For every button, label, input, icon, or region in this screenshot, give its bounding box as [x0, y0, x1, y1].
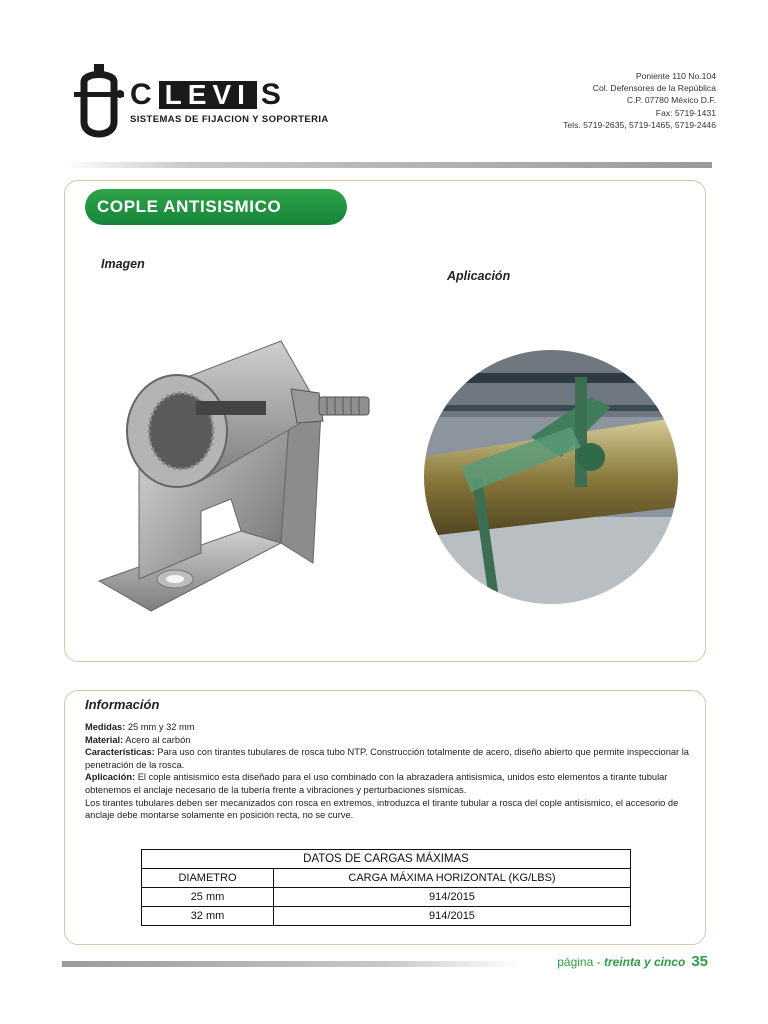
- material-line: [85, 734, 689, 747]
- information-body: [85, 721, 689, 822]
- table-row: [142, 907, 631, 926]
- caracteristicas-label: Características:: [85, 747, 155, 758]
- page-number-words: treinta y cinco: [603, 955, 686, 969]
- medidas-line: [85, 721, 689, 734]
- product-photo: [91, 331, 391, 621]
- information-title: Información: [85, 697, 160, 712]
- header-divider: [62, 162, 712, 168]
- clevis-hanger-emblem-icon: [70, 62, 126, 142]
- company-address: [563, 70, 716, 131]
- aplicacion-paragraph: [85, 771, 689, 796]
- address-line: Tels. 5719-2635, 5719-1465, 5719-2446: [563, 119, 716, 130]
- brand-boxed-letters: LEVI: [159, 81, 257, 109]
- page-separator: -: [593, 955, 604, 969]
- table-header-row: [142, 869, 631, 888]
- information-panel: [64, 690, 706, 945]
- address-line: Poniente 110 No.104: [635, 71, 716, 81]
- table-cell: 914/2015: [274, 888, 631, 907]
- product-panel: [64, 180, 706, 662]
- clevis-logo: [70, 62, 360, 142]
- material-text: Acero al carbón: [123, 734, 191, 745]
- medidas-text: 25 mm y 32 mm: [125, 722, 195, 732]
- table-cell: 25 mm: [142, 888, 274, 907]
- product-title: COPLE ANTISISMICO: [85, 189, 347, 225]
- material-label: Material:: [85, 734, 124, 745]
- caracteristicas-paragraph: [85, 746, 689, 771]
- aplicacion-text: El cople antisismico esta diseñado para el uso combinado con la abrazadera antisismica, unidos esto elementos a tirante tubular obtenemos el anclaje necesario de la tubería frente a vibraciones y perturbaciones sísmicas.: [85, 772, 668, 795]
- page-footer: [557, 953, 708, 970]
- medidas-label: Medidas:: [85, 722, 126, 732]
- brand-wordmark: [130, 80, 284, 110]
- address-line: Fax: 5719-1431: [655, 107, 716, 118]
- brand-tagline: SISTEMAS DE FIJACION Y SOPORTERIA: [130, 114, 329, 125]
- page-number: 35: [691, 953, 708, 970]
- address-line: C.P. 07780 México D.F.: [626, 95, 716, 106]
- brand-letter-s: S: [260, 78, 284, 111]
- table-caption: DATOS DE CARGAS MÁXIMAS: [142, 850, 631, 869]
- aplicacion-label: Aplicación:: [85, 772, 136, 783]
- installation-note: Los tirantes tubulares deben ser mecanizados con rosca en extremos, introduzca el tirante tubular a rosca del cople antisismico, el accesorio de anclaje debe montarse solamente en posición recta, no se curve.: [85, 797, 679, 821]
- application-photo: [421, 347, 681, 607]
- image-label: Imagen: [101, 257, 145, 271]
- table-cell: 914/2015: [274, 907, 631, 926]
- brand-letter-c: C: [130, 78, 155, 111]
- address-line: Col. Defensores de la República: [592, 83, 716, 94]
- caracteristicas-text: Para uso con tirantes tubulares de rosca tubo NTP. Construcción totalmente de acero, diseño abierto que permite inspeccionar la penetración de la rosca.: [85, 747, 689, 770]
- application-label: Aplicación: [447, 269, 511, 283]
- max-loads-table: [141, 849, 631, 926]
- table-row: [142, 888, 631, 907]
- table-cell: 32 mm: [142, 907, 274, 926]
- table-header-cell: CARGA MÁXIMA HORIZONTAL (KG/LBS): [274, 869, 631, 888]
- table-header-cell: DIAMETRO: [142, 869, 274, 888]
- page-word: página: [557, 955, 594, 969]
- footer-divider: [62, 961, 522, 967]
